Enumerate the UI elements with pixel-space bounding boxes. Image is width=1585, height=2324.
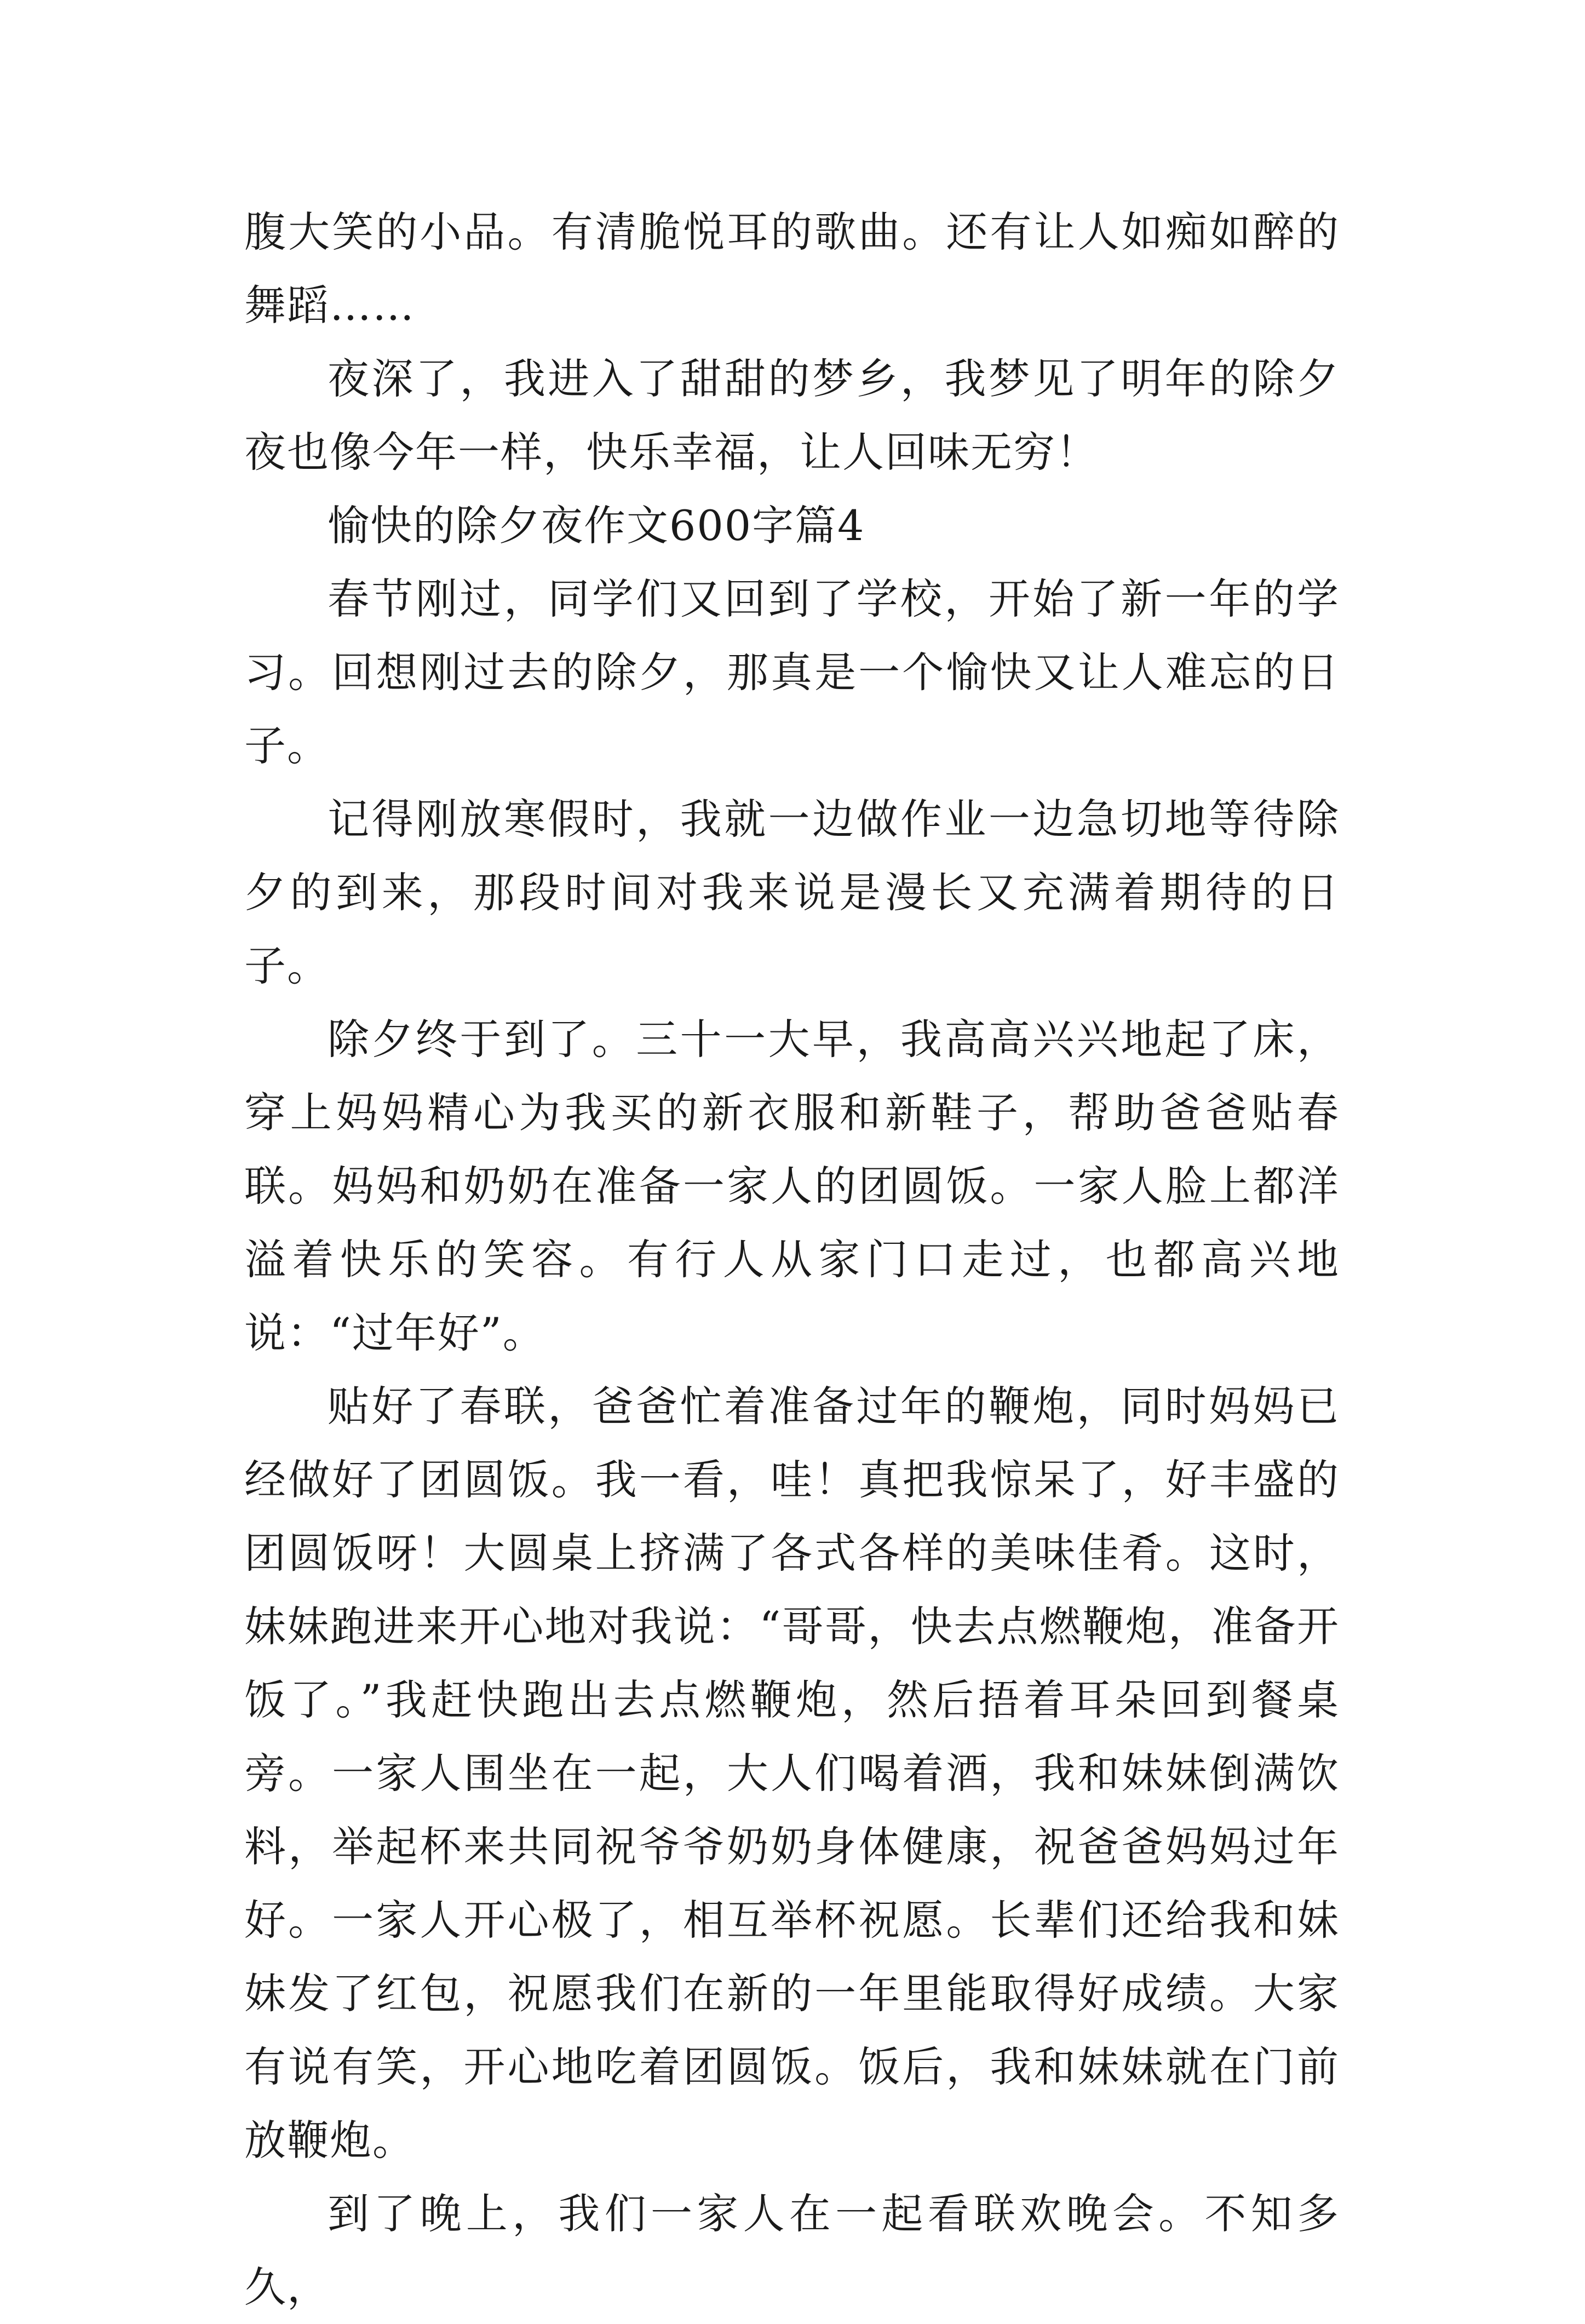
paragraph: 春节刚过，同学们又回到了学校，开始了新一年的学习。回想刚过去的除夕，那真是一个愉快又让人难忘的日子。	[244, 575, 1340, 770]
paragraph-continued: 腹大笑的小品。有清脆悦耳的歌曲。还有让人如痴如醉的舞蹈……	[244, 208, 1340, 330]
section-heading: 愉快的除夕夜作文600字篇4	[328, 501, 865, 550]
document-body	[244, 196, 1340, 2324]
paragraph: 记得刚放寒假时，我就一边做作业一边急切地等待除夕的到来，那段时间对我来说是漫长又充满着期待的日子。	[244, 795, 1340, 990]
paragraph: 贴好了春联，爸爸忙着准备过年的鞭炮，同时妈妈已经做好了团圆饭。我一看，哇！真把我惊呆了，好丰盛的团圆饭呀！大圆桌上挤满了各式各样的美味佳肴。这时，妹妹跑进来开心地对我说：“哥哥，快去点燃鞭炮，准备开饭了。”我赶快跑出去点燃鞭炮，然后捂着耳朵回到餐桌旁。一家人围坐在一起，大人们喝着酒，我和妹妹倒满饮料，举起杯来共同祝爷爷奶奶身体健康，祝爸爸妈妈过年好。一家人开心极了，相互举杯祝愿。长辈们还给我和妹妹发了红包，祝愿我们在新的一年里能取得好成绩。大家有说有笑，开心地吃着团圆饭。饭后，我和妹妹就在门前放鞭炮。	[244, 1382, 1340, 2165]
paragraph: 除夕终于到了。三十一大早，我高高兴兴地起了床，穿上妈妈精心为我买的新衣服和新鞋子，帮助爸爸贴春联。妈妈和奶奶在准备一家人的团圆饭。一家人脸上都洋溢着快乐的笑容。有行人从家门口走过，也都高兴地说：“过年好”。	[244, 1015, 1340, 1357]
paragraph-truncated: 到了晚上，我们一家人在一起看联欢晚会。不知多久，	[244, 2189, 1340, 2311]
paragraph: 夜深了，我进入了甜甜的梦乡，我梦见了明年的除夕夜也像今年一样，快乐幸福，让人回味无穷！	[244, 354, 1340, 477]
